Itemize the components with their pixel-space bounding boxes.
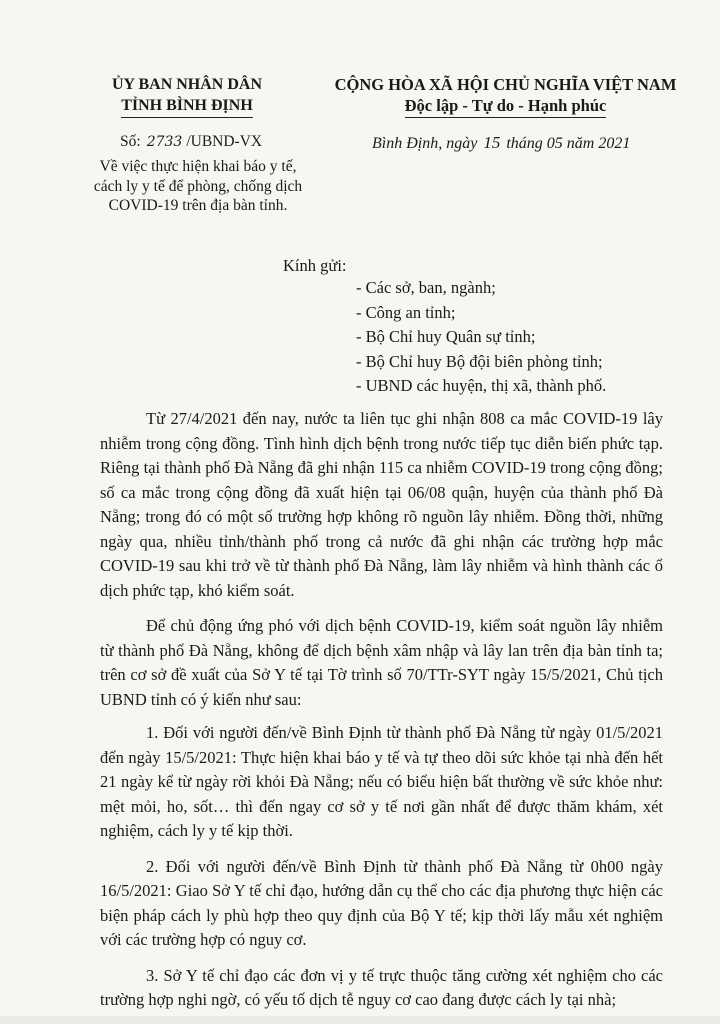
recipient-item: - Bộ Chỉ huy Quân sự tỉnh;: [356, 327, 536, 346]
body-paragraph-item-1: 1. Đối với người đến/về Bình Định từ thành phố Đà Nẵng từ ngày 01/5/2021 đến ngày 15/5/2021: Thực hiện khai báo y tế và tự theo dõi sức khỏe tại nhà đến hết 21 ngày kể từ ngày rời khỏi Đà Nẵng; nếu có biểu hiện bất thường về sức khỏe như: mệt mỏi, ho, sốt… thì đến ngay cơ sở y tế nơi gần nhất để được thăm khám, xét nghiệm, cách ly y tế kịp thời.: [100, 723, 663, 840]
document-number: [120, 133, 262, 151]
doc-number-suffix: /UBND-VX: [186, 133, 263, 150]
body-paragraph-situation: Từ 27/4/2021 đến nay, nước ta liên tục ghi nhận 808 ca mắc COVID-19 lây nhiễm trong cộng đồng. Tình hình dịch bệnh trong nước tiếp tục diễn biến phức tạp. Riêng tại thành phố Đà Nẵng đã ghi nhận 115 ca nhiễm COVID-19 trong cộng đồng; số ca mắc trong cộng đồng đã xuất hiện tại 06/08 quận, huyện của thành phố Đà Nẵng; trong đó có một số trường hợp không rõ nguồn lây nhiễm. Đồng thời, những ngày qua, nhiều tỉnh/thành phố trong cả nước đã ghi nhận các trường hợp mắc COVID-19 sau khi trở về từ thành phố Đà Nẵng, làm lây nhiễm và hình thành các ổ dịch phức tạp, khó kiểm soát.: [100, 409, 663, 600]
recipient-list: [356, 276, 606, 399]
agency-line-1: ỦY BAN NHÂN DÂN: [111, 76, 263, 93]
body-paragraph-purpose: Để chủ động ứng phó với dịch bệnh COVID-19, kiểm soát nguồn lây nhiễm từ thành phố Đà Nẵng, không để dịch bệnh xâm nhập và lây lan trên địa bàn tỉnh ta; trên cơ sở đề xuất của Sở Y tế tại Tờ trình số 70/TTr-SYT ngày 15/5/2021, Chủ tịch UBND tỉnh có ý kiến như sau:: [100, 616, 663, 709]
recipient-item: - UBND các huyện, thị xã, thành phố.: [356, 376, 607, 395]
body-paragraph-item-2: 2. Đối với người đến/về Bình Định từ thành phố Đà Nẵng từ 0h00 ngày 16/5/2021: Giao Sở Y tế chỉ đạo, hướng dẫn cụ thể cho các địa phương thực hiện các biện pháp cách ly phù hợp theo quy định của Bộ Y tế; kịp thời lấy mẫu xét nghiệm với các trường hợp có nguy cơ.: [100, 856, 663, 949]
issuing-agency: [92, 74, 282, 118]
recipient-item: - Các sở, ban, ngành;: [356, 278, 496, 297]
doc-number-prefix: Số:: [120, 133, 141, 150]
nation-title: CỘNG HÒA XÃ HỘI CHỦ NGHĨA VIỆT NAM: [334, 75, 677, 94]
recipient-item: - Bộ Chỉ huy Bộ đội biên phòng tỉnh;: [356, 351, 603, 371]
agency-line-2: TỈNH BÌNH ĐỊNH: [121, 95, 253, 118]
doc-number-value: 2733: [146, 134, 183, 150]
document-subject: Về việc thực hiện khai báo y tế, cách ly y tế để phòng, chống dịch COVID-19 trên địa bàn tỉnh.: [93, 158, 303, 214]
place-and-date: [372, 133, 630, 153]
greeting: Kính gửi:: [283, 256, 347, 275]
body-paragraph-item-3: 3. Sở Y tế chỉ đạo các đơn vị y tế trực thuộc tăng cường xét nghiệm cho các trường hợp nghi ngờ, có yếu tố dịch tễ nguy cơ cao đang được cách ly tại nhà;: [100, 965, 663, 1009]
national-header: [318, 74, 693, 118]
place-date-prefix: Bình Định, ngày: [372, 135, 478, 152]
date-day: 15: [483, 133, 501, 152]
national-motto: Độc lập - Tự do - Hạnh phúc: [405, 95, 607, 118]
place-date-rest: tháng 05 năm 2021: [506, 135, 631, 152]
recipient-item: - Công an tỉnh;: [356, 302, 456, 322]
document-body: [100, 407, 663, 1024]
